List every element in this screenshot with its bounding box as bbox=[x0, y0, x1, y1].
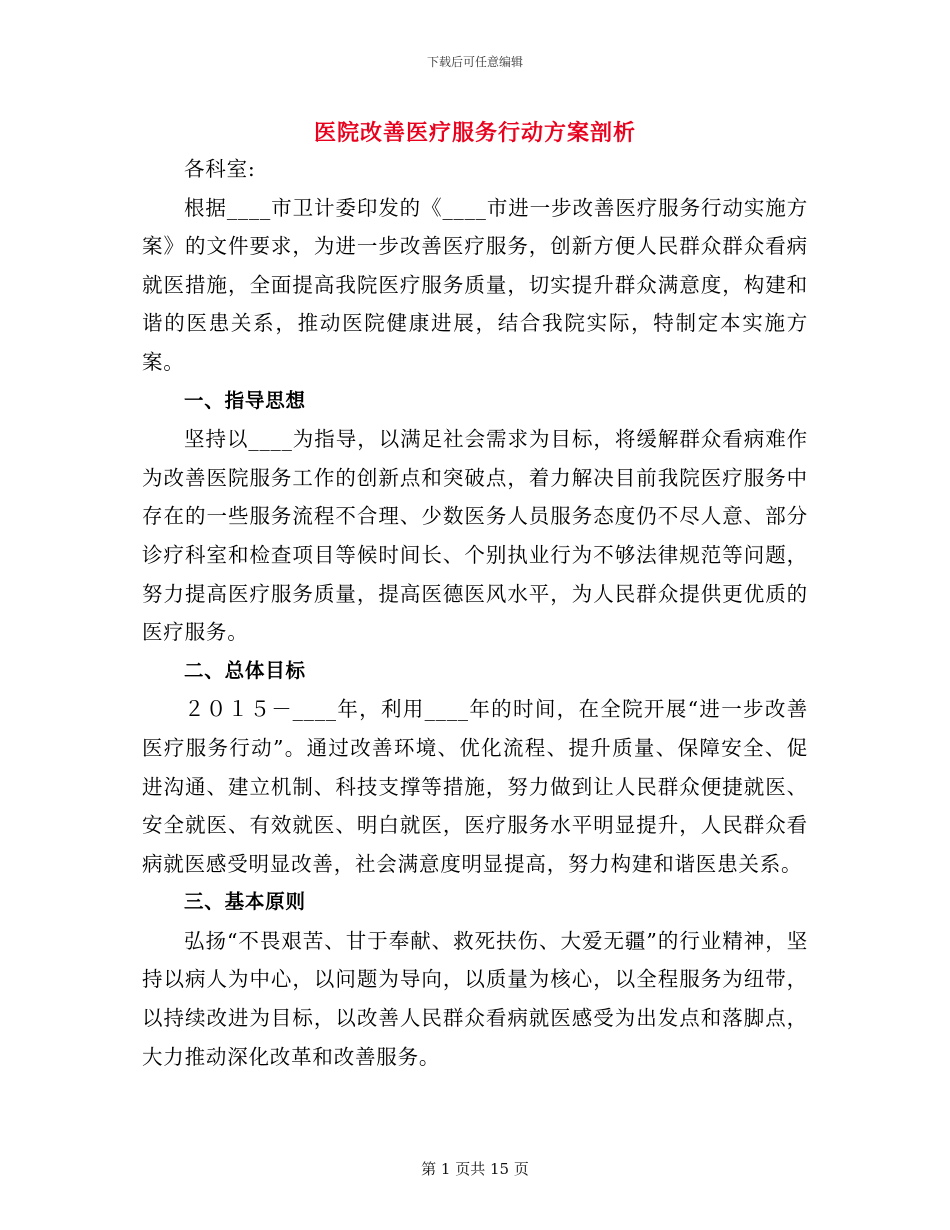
guiding-ideology-paragraph: 坚持以____为指导，以满足社会需求为目标，将缓解群众看病难作为改善医院服务工作的创新点和突破点，着力解决目前我院医疗服务中存在的一些服务流程不合理、少数医务人员服务态度仍不尽人意、部分诊疗科室和检查项目等候时间长、个别执业行为不够法律规范等问题，努力提高医疗服务质量，提高医德医风水平，为人民群众提供更优质的医疗服务。 bbox=[142, 427, 808, 645]
section-heading-basic-principles: 三、基本原则 bbox=[184, 890, 306, 914]
document-body bbox=[142, 150, 808, 1076]
page-header: 下载后可任意编辑 bbox=[426, 55, 523, 69]
document-title: 医院改善医疗服务行动方案剖析 bbox=[313, 120, 636, 146]
intro-paragraph: 根据____市卫计委印发的《____市进一步改善医疗服务行动实施方案》的文件要求，为进一步改善医疗服务，创新方便人民群众群众看病就医措施，全面提高我院医疗服务质量，切实提升群众满意度，构建和谐的医患关系，推动医院健康进展，结合我院实际，特制定本实施方案。 bbox=[142, 195, 808, 374]
section-heading-guiding-ideology: 一、指导思想 bbox=[184, 388, 306, 412]
overall-goal-paragraph: ２０１５－____年，利用____年的时间，在全院开展“进一步改善医疗服务行动”。通过改善环境、优化流程、提升质量、保障安全、促进沟通、建立机制、科技支撑等措施，努力做到让人民群众便捷就医、安全就医、有效就医、明白就医，医疗服务水平明显提升，人民群众看病就医感受明显改善，社会满意度明显提高，努力构建和谐医患关系。 bbox=[142, 697, 808, 876]
salutation: 各科室: bbox=[184, 157, 256, 181]
section-heading-overall-goal: 二、总体目标 bbox=[184, 658, 306, 682]
basic-principles-paragraph: 弘扬“不畏艰苦、甘于奉献、救死扶伤、大爱无疆”的行业精神，坚持以病人为中心，以问题为导向，以质量为核心，以全程服务为纽带，以持续改进为目标，以改善人民群众看病就医感受为出发点和落脚点，大力推动深化改革和改善服务。 bbox=[142, 928, 808, 1069]
page-footer: 第 1 页共 15 页 bbox=[421, 1160, 529, 1178]
